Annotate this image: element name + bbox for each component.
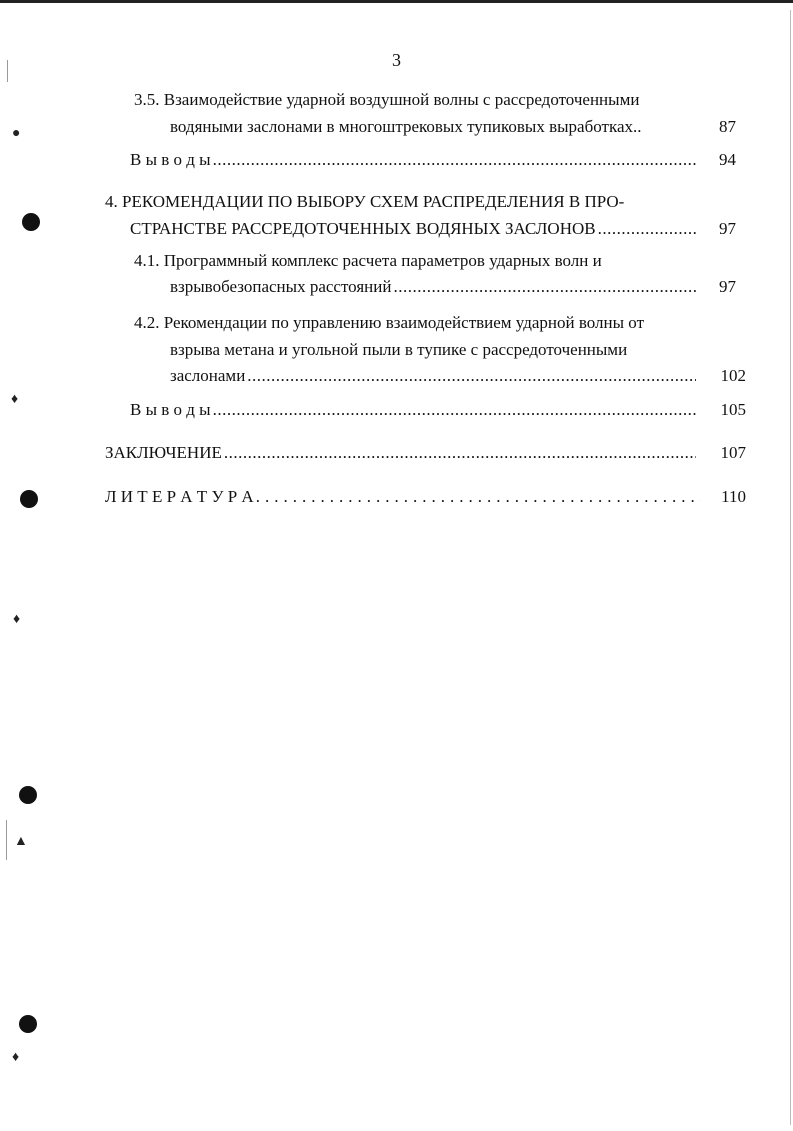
dot-leader (256, 487, 701, 507)
toc-entry-conclusion-label: ЗАКЛЮЧЕНИЕ (105, 443, 222, 462)
toc-entry-conclusions-1 (130, 150, 698, 170)
toc-entry-3-5-page: 87 (719, 117, 736, 136)
toc-entry-conclusions-1-page: 94 (719, 150, 736, 169)
dot-leader (393, 277, 696, 297)
page-top-border (0, 0, 793, 3)
toc-entry-4-page: 97 (719, 219, 736, 238)
toc-entry-4-line-2 (130, 219, 698, 239)
toc-entry-4-1-page: 97 (719, 277, 736, 296)
scan-mark: ● (12, 126, 21, 141)
toc-entry-4-2-line-3-label: заслонами (170, 366, 246, 385)
dot-leader (247, 366, 696, 386)
page-number: 3 (392, 50, 401, 70)
toc-entry-conclusions-2-label: В ы в о д ы (130, 400, 211, 419)
dot-leader (213, 400, 696, 420)
toc-entry-4-2-line-3 (170, 366, 698, 386)
toc-entry-conclusion (105, 443, 698, 463)
toc-entry-3-5-line-1: 3.5. Взаимодействие ударной воздушной волны с рассредоточенными (134, 90, 640, 109)
toc-entry-conclusions-1-label: В ы в о д ы (130, 150, 211, 169)
toc-entry-3-5-line-2: водяными заслонами в многоштрековых тупиковых выработках.. (170, 117, 642, 136)
toc-entry-conclusions-2-page: 105 (720, 400, 746, 419)
toc-entry-literature (105, 487, 703, 507)
toc-entry-4-1-line-2 (170, 277, 698, 297)
toc-entry-literature-label: Л И Т Е Р А Т У Р А (105, 487, 254, 506)
dot-leader (224, 443, 696, 463)
dot-leader (598, 219, 696, 239)
toc-entry-4-line-1: 4. РЕКОМЕНДАЦИИ ПО ВЫБОРУ СХЕМ РАСПРЕДЕЛЕНИЯ В ПРО- (105, 192, 625, 211)
scan-mark: ♦ (12, 1050, 20, 1065)
scan-mark: ♦ (11, 392, 19, 407)
scan-mark: ▲ (14, 834, 28, 849)
toc-entry-4-2-line-1: 4.2. Рекомендации по управлению взаимодействием ударной волны от (134, 313, 645, 332)
scan-edge-line (6, 820, 7, 860)
toc-entry-conclusion-page: 107 (720, 443, 746, 462)
page-right-edge (790, 10, 791, 1125)
binding-hole (19, 1015, 37, 1033)
toc-entry-4-1-line-2-label: взрывобезопасных расстояний (170, 277, 392, 296)
toc-entry-4-line-2-label: СТРАНСТВЕ РАССРЕДОТОЧЕННЫХ ВОДЯНЫХ ЗАСЛОНОВ (130, 219, 596, 238)
toc-entry-4-1-line-1: 4.1. Программный комплекс расчета параметров ударных волн и (134, 251, 602, 270)
scan-mark: ♦ (13, 612, 21, 627)
binding-hole (20, 490, 38, 508)
scan-edge-line (7, 60, 8, 82)
toc-entry-conclusions-2 (130, 400, 698, 420)
toc-entry-4-2-page: 102 (720, 366, 746, 385)
dot-leader (213, 150, 696, 170)
toc-entry-literature-page: 110 (721, 487, 746, 506)
toc-entry-4-2-line-2: взрыва метана и угольной пыли в тупике с рассредоточенными (170, 340, 628, 359)
binding-hole (22, 213, 40, 231)
binding-hole (19, 786, 37, 804)
